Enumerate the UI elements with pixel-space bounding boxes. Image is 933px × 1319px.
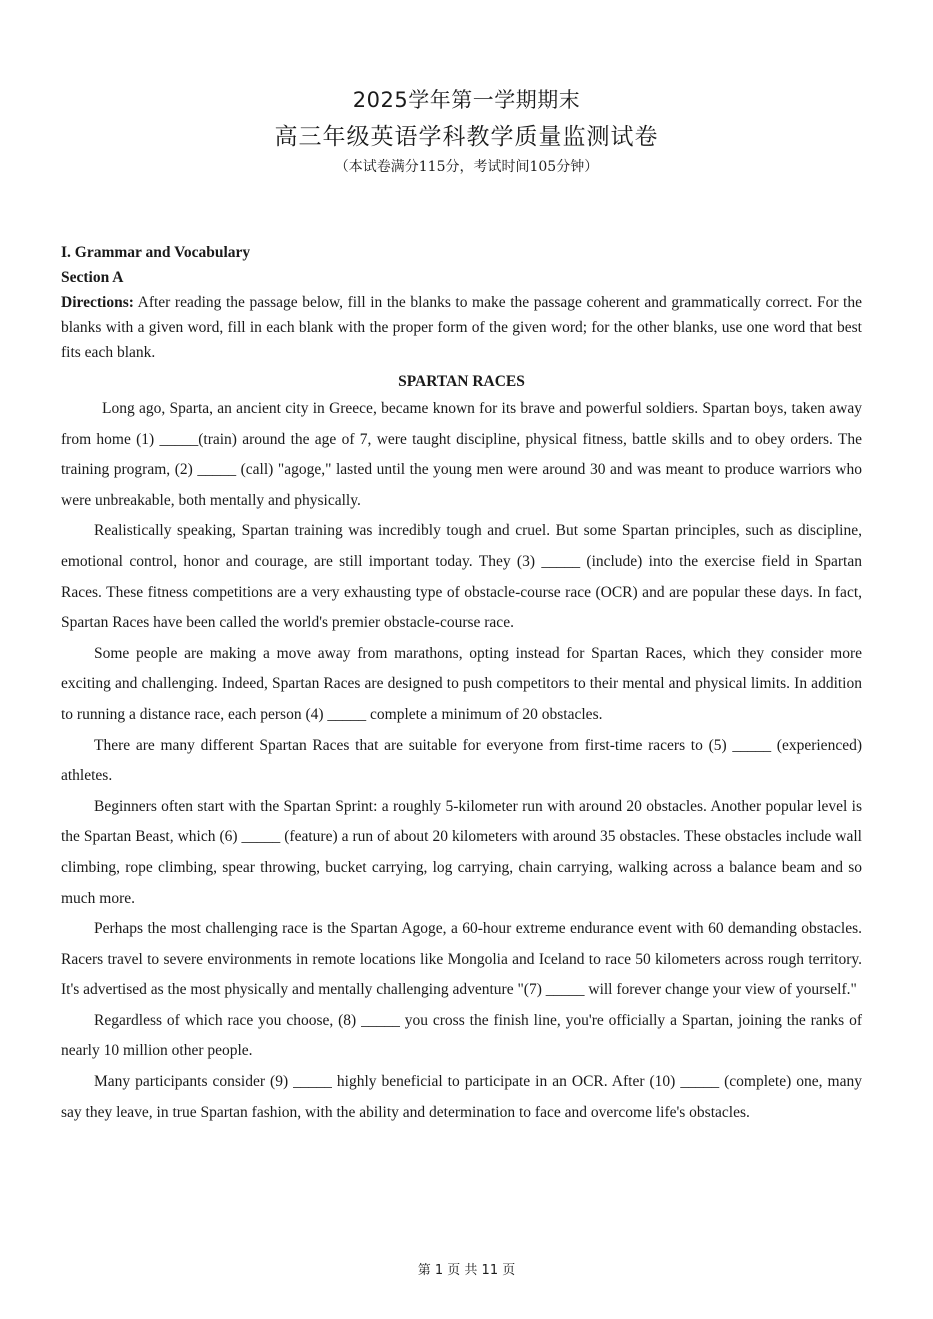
- exam-title-term: 2025学年第一学期期末: [352, 88, 581, 112]
- section-heading: Section A: [61, 269, 124, 286]
- passage-paragraph-5: Beginners often start with the Spartan Sprint: a roughly 5-kilometer run with around 20 obstacles. Another popular level is the Spartan Beast, which (6) _____ (feature) a run of about 20 kilometers with around 35 obstacles. These obstacles include wall climbing, rope climbing, spear throwing, bucket carrying, log carrying, chain carrying, walking across a balance beam and so much more.: [61, 797, 862, 907]
- passage-paragraph-1: Long ago, Sparta, an ancient city in Greece, became known for its brave and powerful soldiers. Spartan boys, taken away from home (1) _____(train) around the age of 7, were taught discipline, physical fitness, battle skills and to obey orders. The training program, (2) _____ (call) "agoge," lasted until the young men were around 30 and was meant to produce warriors who were unbreakable, both mentally and physically.: [61, 400, 862, 509]
- section-content: [61, 240, 862, 1128]
- passage-title: SPARTAN RACES: [398, 373, 525, 390]
- passage-paragraph-8: Many participants consider (9) _____ highly beneficial to participate in an OCR. After (10) _____ (complete) one, many say they leave, in true Spartan fashion, with the ability and determination to face and overcome life's obstacles.: [61, 1073, 862, 1121]
- exam-subtitle-score-time: （本试卷满分115分，考试时间105分钟）: [334, 159, 599, 175]
- passage-paragraph-2: Realistically speaking, Spartan training was incredibly tough and cruel. But some Spartan principles, such as discipline, emotional control, honor and courage, are still important today. They (3) _____ (include) into the exercise field in Spartan Races. These fitness competitions are a very exhausting type of obstacle-course race (OCR) and are popular these days. In fact, Spartan Races have been called the world's premier obstacle-course race.: [61, 522, 862, 632]
- exam-title-subject: 高三年级英语学科教学质量监测试卷: [274, 124, 659, 150]
- directions: [61, 290, 862, 365]
- directions-text: After reading the passage below, fill in the blanks to make the passage coherent and grammatically correct. For the blanks with a given word, fill in each blank with the proper form of the given word; for the other blanks, use one word that best fits each blank.: [61, 294, 862, 361]
- passage-paragraph-6: Perhaps the most challenging race is the Spartan Agoge, a 60-hour extreme endurance event with 60 demanding obstacles. Racers travel to severe environments in remote locations like Mongolia and Iceland to race 50 kilometers across rough territory. It's advertised as the most physically and mentally challenging adventure "(7) _____ will forever change your view of yourself.": [61, 920, 862, 999]
- part-heading: I. Grammar and Vocabulary: [61, 244, 251, 261]
- page-number-footer: 第 1 页 共 11 页: [417, 1263, 516, 1278]
- passage-paragraph-7: Regardless of which race you choose, (8) _____ you cross the finish line, you're officially a Spartan, joining the ranks of nearly 10 million other people.: [61, 1011, 862, 1060]
- passage-paragraph-4: There are many different Spartan Races that are suitable for everyone from first-time racers to (5) _____ (experienced) athletes.: [61, 736, 862, 785]
- directions-label: Directions:: [61, 294, 134, 311]
- passage-paragraph-3: Some people are making a move away from marathons, opting instead for Spartan Races, which they consider more exciting and challenging. Indeed, Spartan Races are designed to push competitors to their mental and physical limits. In addition to running a distance race, each person (4) _____ complete a minimum of 20 obstacles.: [61, 644, 862, 723]
